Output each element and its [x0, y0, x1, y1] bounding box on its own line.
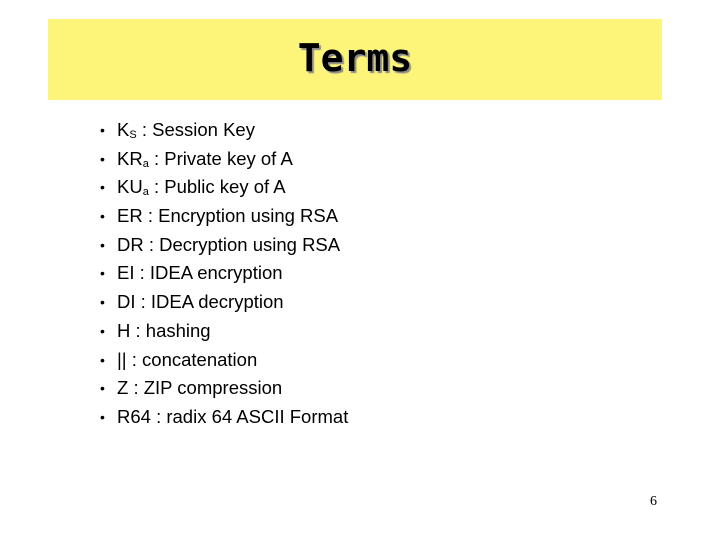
- bullet-icon: •: [100, 236, 105, 253]
- term-base: K: [117, 119, 130, 140]
- term-definition: : Private key of A: [148, 147, 293, 169]
- bullet-icon: •: [100, 150, 105, 167]
- term-text: ER : Encryption using RSA: [117, 205, 339, 227]
- term-text: Z : ZIP compression: [117, 377, 283, 399]
- term-definition: : Session Key: [136, 119, 255, 140]
- bullet-icon: •: [100, 122, 105, 138]
- term-text: || : concatenation: [117, 348, 258, 370]
- term-definition: : Public key of A: [148, 176, 286, 198]
- term-subscript: a: [142, 186, 149, 199]
- bullet-icon: •: [100, 208, 105, 225]
- term-subscript: a: [142, 157, 149, 170]
- title-banner: [48, 19, 662, 100]
- term-text: R64 : radix 64 ASCII Format: [117, 405, 349, 427]
- bullet-icon: •: [100, 380, 105, 397]
- term-base: KU: [117, 176, 143, 198]
- bullet-icon: •: [100, 265, 105, 282]
- bullet-icon: •: [100, 351, 105, 368]
- term-subscript: S: [129, 129, 137, 141]
- bullet-icon: •: [100, 294, 105, 311]
- term-base: KR: [117, 147, 143, 169]
- term-text: H : hashing: [117, 319, 211, 341]
- term-text: DR : Decryption using RSA: [117, 233, 341, 255]
- page-number: 6: [650, 494, 657, 509]
- bullet-icon: •: [100, 408, 105, 425]
- term-text: EI : IDEA encryption: [117, 262, 283, 284]
- bullet-icon: •: [100, 322, 105, 339]
- term-text: DI : IDEA decryption: [117, 291, 284, 313]
- slide-title: Terms: [297, 36, 413, 80]
- bullet-icon: •: [100, 179, 105, 196]
